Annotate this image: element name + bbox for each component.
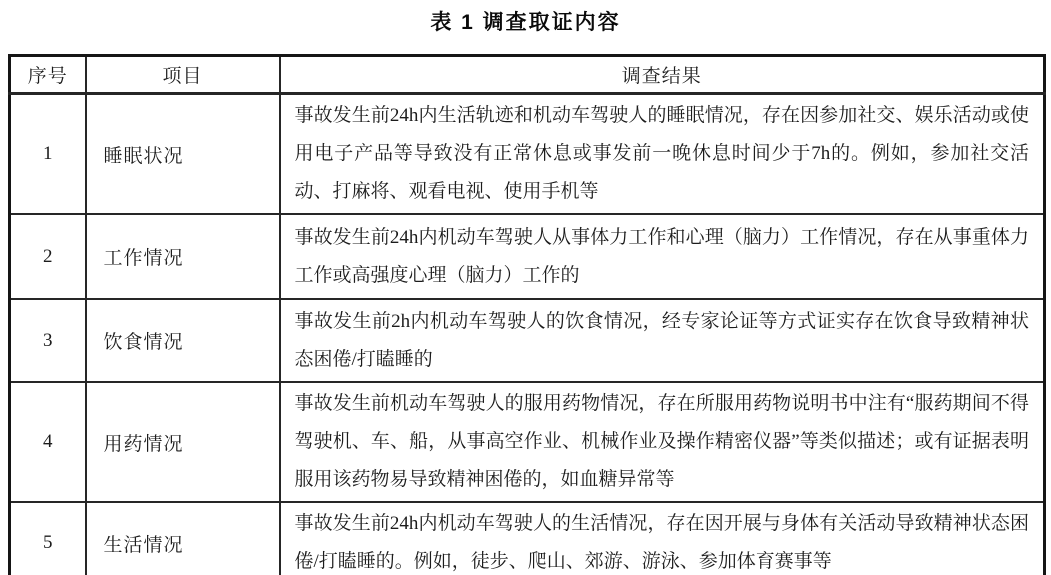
row-item: 生活情况 — [86, 502, 280, 575]
header-row — [10, 56, 1045, 94]
row-item: 睡眠状况 — [86, 94, 280, 215]
row-result: 事故发生前24h内机动车驾驶人的生活情况，存在因开展与身体有关活动导致精神状态困倦/打瞌睡的。例如，徒步、爬山、郊游、游泳、参加体育赛事等 — [280, 502, 1045, 575]
header-item: 项目 — [86, 56, 280, 94]
table-row — [10, 214, 1045, 299]
row-number: 1 — [10, 94, 86, 215]
header-no: 序号 — [10, 56, 86, 94]
table-row — [10, 299, 1045, 382]
row-number: 3 — [10, 299, 86, 382]
row-item: 用药情况 — [86, 382, 280, 502]
row-result: 事故发生前2h内机动车驾驶人的饮食情况，经专家论证等方式证实存在饮食导致精神状态困倦/打瞌睡的 — [280, 299, 1045, 382]
table-row — [10, 382, 1045, 502]
table-row — [10, 94, 1045, 215]
table-row — [10, 502, 1045, 575]
row-number: 2 — [10, 214, 86, 299]
row-result: 事故发生前24h内生活轨迹和机动车驾驶人的睡眠情况，存在因参加社交、娱乐活动或使用电子产品等导致没有正常休息或事发前一晚休息时间少于7h的。例如，参加社交活动、打麻将、观看电视、使用手机等 — [280, 94, 1045, 215]
investigation-table — [8, 54, 1046, 575]
row-item: 饮食情况 — [86, 299, 280, 382]
row-number: 5 — [10, 502, 86, 575]
row-result: 事故发生前24h内机动车驾驶人从事体力工作和心理（脑力）工作情况，存在从事重体力工作或高强度心理（脑力）工作的 — [280, 214, 1045, 299]
row-item: 工作情况 — [86, 214, 280, 299]
row-result: 事故发生前机动车驾驶人的服用药物情况，存在所服用药物说明书中注有“服药期间不得驾驶机、车、船，从事高空作业、机械作业及操作精密仪器”等类似描述；或有证据表明服用该药物易导致精神困倦的，如血糖异常等 — [280, 382, 1045, 502]
header-result: 调查结果 — [280, 56, 1045, 94]
row-number: 4 — [10, 382, 86, 502]
table-title: 表 1 调查取证内容 — [430, 11, 621, 34]
